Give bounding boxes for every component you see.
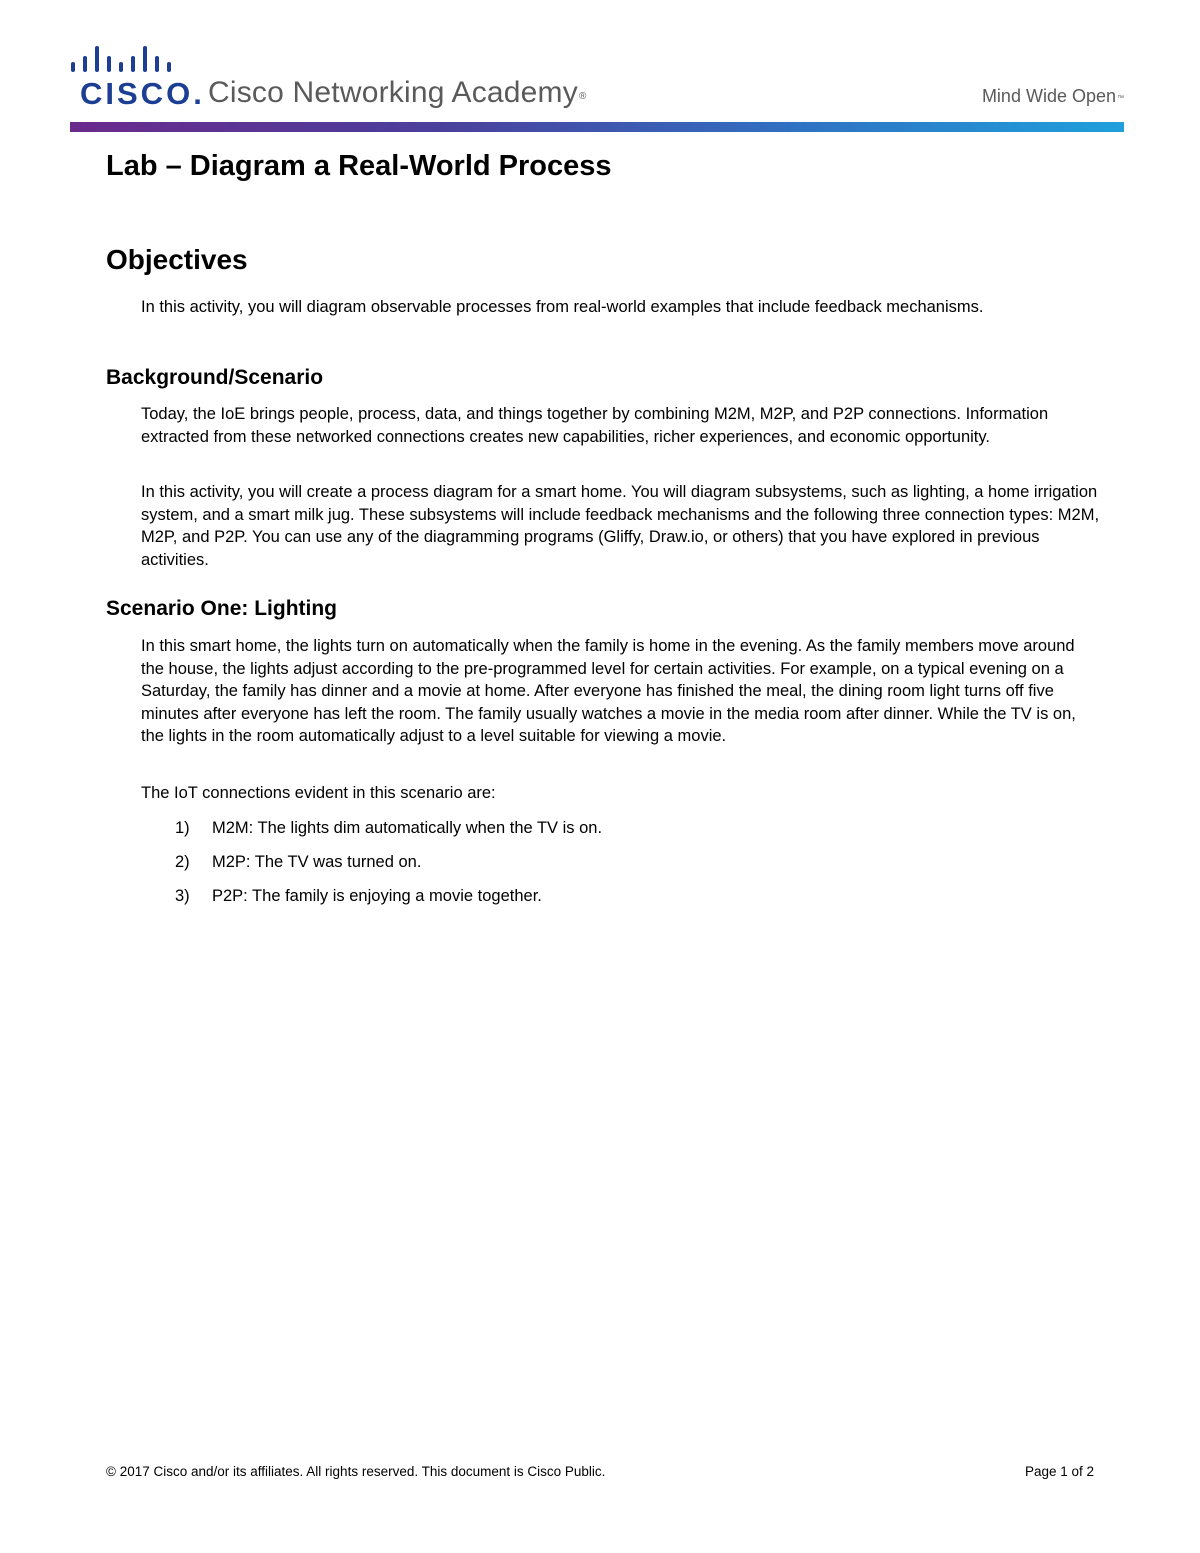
objectives-text: In this activity, you will diagram observable processes from real-world examples that include feedback mechanisms. <box>141 298 984 316</box>
footer-copyright: © 2017 Cisco and/or its affiliates. All rights reserved. This document is Cisco Public. <box>106 1464 606 1479</box>
academy-name: Cisco Networking Academy® <box>208 76 587 109</box>
cisco-wordmark: CISCO. <box>80 76 205 111</box>
tagline: Mind Wide Open™ <box>981 86 1124 106</box>
background-heading: Background/Scenario <box>106 366 324 389</box>
connections-intro: The IoT connections evident in this scenario are: <box>141 784 496 802</box>
list-item: 3) P2P: The family is enjoying a movie together. <box>175 887 542 906</box>
background-paragraph-1: Today, the IoE brings people, process, data, and things together by combining M2M, M2P, and P2P connections. Information extracted from these networked connections creates new capabilities, richer experiences, and economic opportunity. <box>141 405 1049 446</box>
scenario-one-paragraph: In this smart home, the lights turn on automatically when the family is home in the evening. As the family members move around the house, the lights adjust according to the pre-programmed level for certain activities. For example, on a typical evening on a Saturday, the family has dinner and a movie at home. After everyone has finished the meal, the dining room light turns off five minutes after everyone has left the room. The family usually watches a movie in the media room after dinner. While the TV is on, the lights in the room automatically adjust to a level suitable for viewing a movie. <box>141 637 1076 746</box>
footer-page-number: Page 1 of 2 <box>1024 1464 1094 1479</box>
scenario-one-heading: Scenario One: Lighting <box>106 597 338 620</box>
background-paragraph-2: In this activity, you will create a process diagram for a smart home. You will diagram subsystems, such as lighting, a home irrigation system, and a smart milk jug. These subsystems will include feedback mechanisms and the following three connection types: M2M, M2P, and P2P. You can use any of the diagramming programs (Gliffy, Draw.io, or others) that you have explored in previous activities. <box>141 483 1100 569</box>
connections-list <box>141 817 1041 920</box>
header-divider <box>70 122 1124 132</box>
page-title: Lab – Diagram a Real-World Process <box>106 150 612 182</box>
page-header <box>70 44 1124 134</box>
list-item: 2) M2P: The TV was turned on. <box>175 853 422 872</box>
list-item: 1) M2M: The lights dim automatically when the TV is on. <box>175 819 603 837</box>
objectives-heading: Objectives <box>106 244 248 275</box>
cisco-bridge-logo-icon <box>70 44 180 76</box>
